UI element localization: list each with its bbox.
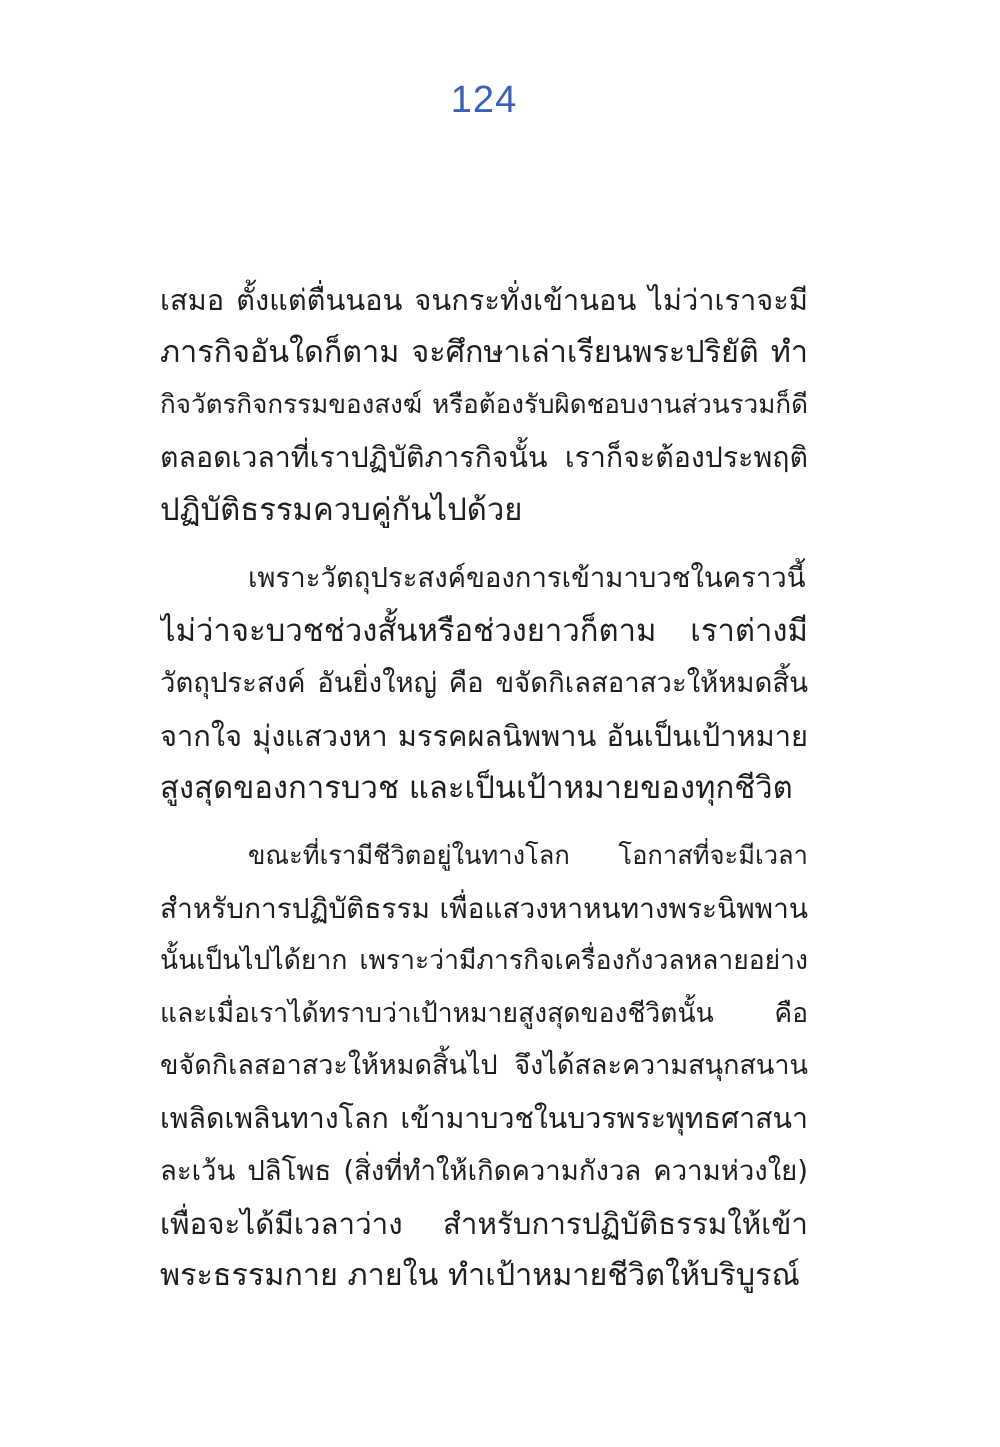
text-line: สำหรับการปฏิบัติธรรม เพื่อแสวงหาหนทางพระนิพพาน <box>160 891 808 925</box>
text-line: กิจวัตรกิจกรรมของสงฆ์ หรือต้องรับผิดชอบงานส่วนรวมก็ดี <box>160 390 808 420</box>
text-line: เพราะวัตถุประสงค์ของการเข้ามาบวชในคราวนี้ <box>248 562 806 594</box>
text-line: และเมื่อเราได้ทราบว่าเป้าหมายสูงสุดของชีวิตนั้น คือ <box>160 997 808 1029</box>
paragraph <box>160 274 808 537</box>
body-text <box>160 274 808 1303</box>
text-line: เสมอ ตั้งแต่ตื่นนอน จนกระทั่งเข้านอน ไม่ว่าเราจะมี <box>160 283 808 317</box>
text-line: พระธรรมกาย ภายใน ทำเป้าหมายชีวิตให้บริบูรณ์ <box>160 1258 800 1293</box>
text-line: ภารกิจอันใดก็ตาม จะศึกษาเล่าเรียนพระปริยัติ ทำ <box>160 334 808 370</box>
text-line: วัตถุประสงค์ อันยิ่งใหญ่ คือ ขจัดกิเลสอาสวะให้หมดสิ้น <box>160 667 808 699</box>
paragraph <box>160 552 808 815</box>
text-line: ขจัดกิเลสอาสวะให้หมดสิ้นไป จึงได้สละความสนุกสนาน <box>160 1050 808 1081</box>
text-line: สูงสุดของการบวช และเป็นเป้าหมายของทุกชีวิต <box>160 770 793 806</box>
text-line: ขณะที่เรามีชีวิตอยู่ในทางโลก โอกาสที่จะมีเวลา <box>248 841 808 871</box>
text-line: ปฏิบัติธรรมควบคู่กันไปด้วย <box>160 492 523 528</box>
text-line: เพลิดเพลินทางโลก เข้ามาบวชในบวรพระพุทธศาสนา <box>160 1101 808 1135</box>
text-line: นั้นเป็นไปได้ยาก เพราะว่ามีภารกิจเครื่องกังวลหลายอย่าง <box>160 945 808 976</box>
text-line: ตลอดเวลาที่เราปฏิบัติภารกิจนั้น เราก็จะต้องประพฤติ <box>160 440 808 474</box>
text-line: ละเว้น ปลิโพธ (สิ่งที่ทำให้เกิดความกังวล ความห่วงใย) <box>160 1155 808 1187</box>
text-line: เพื่อจะได้มีเวลาว่าง สำหรับการปฏิบัติธรรมให้เข้า <box>160 1206 808 1241</box>
page-number: 124 <box>450 79 518 121</box>
paragraph <box>160 830 808 1303</box>
text-line: ไม่ว่าจะบวชช่วงสั้นหรือช่วงยาวก็ตาม เราต่างมี <box>160 612 808 649</box>
text-line: จากใจ มุ่งแสวงหา มรรคผลนิพพาน อันเป็นเป้าหมาย <box>160 718 808 753</box>
